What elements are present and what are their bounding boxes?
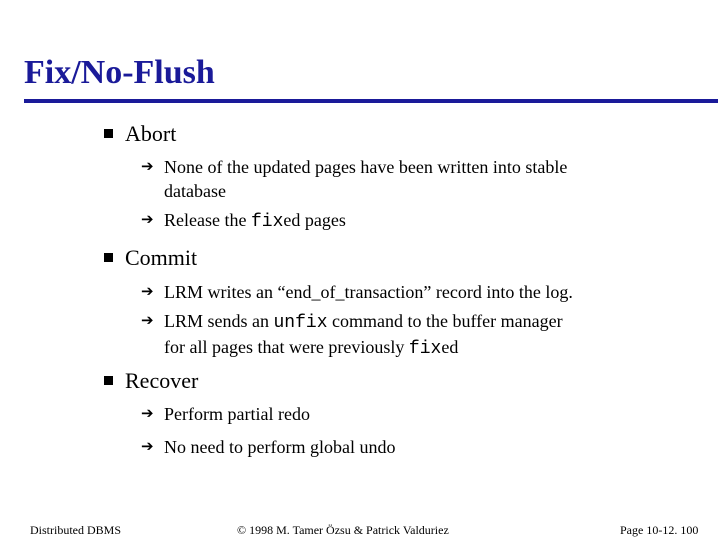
- abort-item-2-suffix: ed pages: [283, 210, 346, 230]
- footer-right: Page 10-12. 100: [620, 523, 699, 537]
- recover-item-2: No need to perform global undo: [164, 437, 396, 457]
- footer-left: Distributed DBMS: [30, 523, 122, 537]
- right-arrow-icon: ➔: [141, 311, 154, 329]
- recover-item-1: Perform partial redo: [164, 404, 310, 424]
- code-fix: fix: [250, 212, 284, 232]
- square-bullet-icon: [104, 129, 113, 138]
- abort-item-1: [164, 155, 567, 203]
- commit-item-2-line1: [164, 309, 563, 335]
- commit-item-2-text: LRM sends an: [164, 311, 274, 331]
- commit-item-2-line2-suffix: ed: [441, 337, 459, 357]
- abort-item-2: [164, 208, 346, 234]
- commit-item-1: LRM writes an “end_of_transaction” record into the log.: [164, 282, 573, 302]
- abort-item-2-text: Release the: [164, 210, 251, 230]
- square-bullet-icon: [104, 376, 113, 385]
- section-heading-abort: Abort: [125, 121, 177, 146]
- right-arrow-icon: ➔: [141, 157, 154, 175]
- right-arrow-icon: ➔: [141, 437, 154, 455]
- commit-item-2: [164, 309, 563, 361]
- right-arrow-icon: ➔: [141, 210, 154, 228]
- commit-item-2-suffix: command to the buffer manager: [327, 311, 563, 331]
- square-bullet-icon: [104, 253, 113, 262]
- title-rule: [24, 99, 718, 103]
- right-arrow-icon: ➔: [141, 282, 154, 300]
- code-fix: fix: [408, 339, 442, 359]
- code-unfix: unfix: [273, 313, 328, 333]
- abort-item-1-line2: database: [164, 181, 226, 201]
- abort-item-1-line1: None of the updated pages have been written into stable: [164, 157, 568, 177]
- section-heading-recover: Recover: [125, 368, 199, 393]
- right-arrow-icon: ➔: [141, 404, 154, 422]
- footer-center: © 1998 M. Tamer Özsu & Patrick Valduriez: [237, 523, 449, 537]
- slide-title: Fix/No-Flush: [24, 54, 215, 91]
- commit-item-2-line2: [164, 335, 563, 361]
- section-heading-commit: Commit: [125, 245, 198, 270]
- commit-item-2-line2-text: for all pages that were previously: [164, 337, 409, 357]
